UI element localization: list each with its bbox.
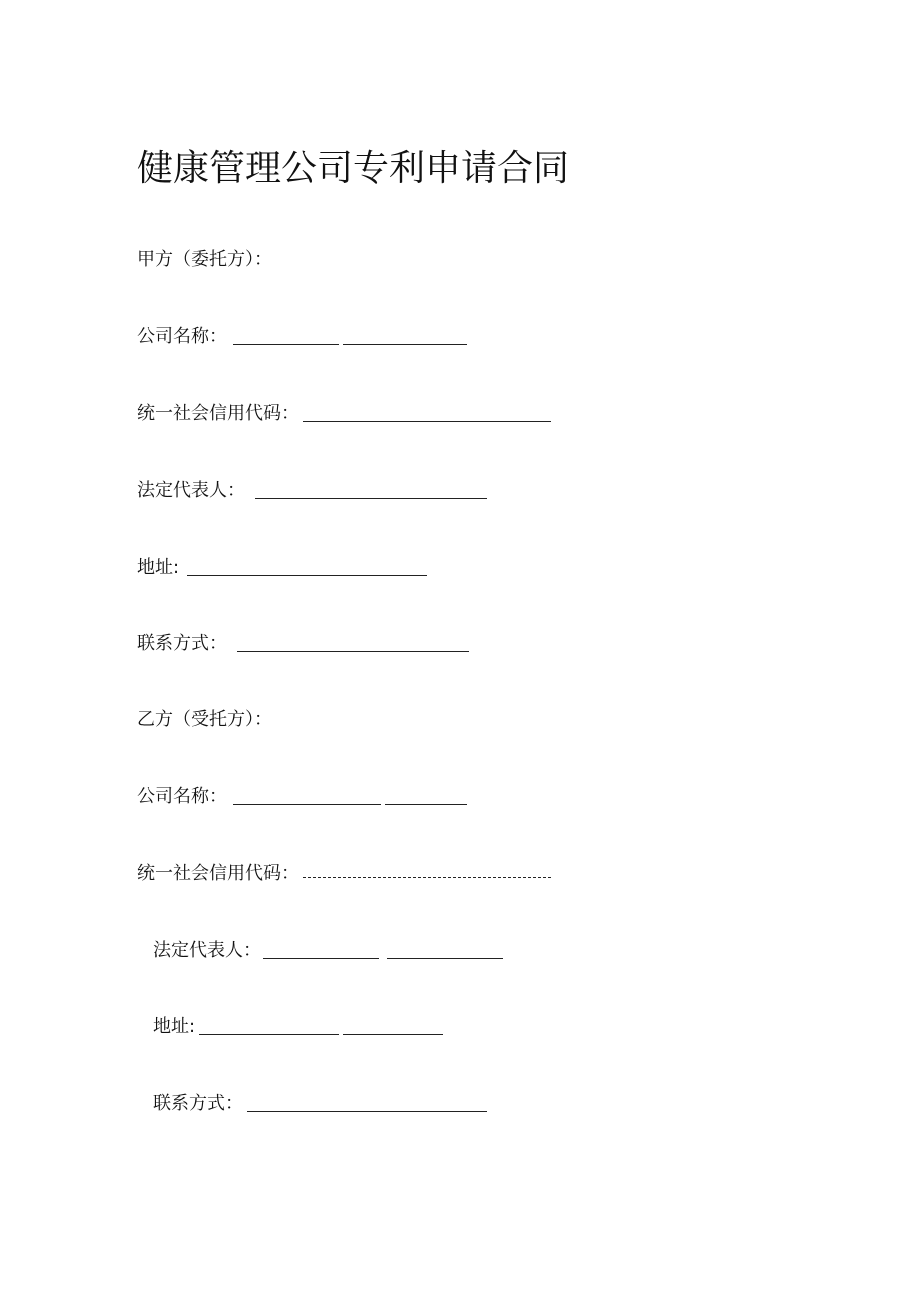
party-b-contact-label: 联系方式： bbox=[153, 1093, 243, 1114]
party-b-company-name-label: 公司名称： bbox=[137, 786, 227, 807]
party-b-address-field[interactable] bbox=[199, 1016, 339, 1035]
party-b-legal-rep-label: 法定代表人： bbox=[153, 940, 261, 961]
party-b-heading: 乙方（受托方）： bbox=[137, 709, 272, 730]
party-b-address-row bbox=[153, 1011, 443, 1039]
party-b-contact-row bbox=[153, 1088, 487, 1116]
party-a-company-name-field-extra[interactable] bbox=[343, 326, 467, 345]
party-a-credit-code-label: 统一社会信用代码： bbox=[137, 403, 299, 424]
party-b-address-field-extra[interactable] bbox=[343, 1016, 443, 1035]
party-b-credit-code-field[interactable] bbox=[303, 863, 551, 878]
party-a-company-name-label: 公司名称： bbox=[137, 326, 227, 347]
party-a-address-label: 地址: bbox=[137, 557, 180, 578]
party-a-address-row bbox=[137, 552, 427, 580]
party-a-legal-rep-label: 法定代表人： bbox=[137, 480, 245, 501]
party-b-legal-rep-row bbox=[153, 935, 503, 963]
party-a-company-name-row bbox=[137, 321, 467, 349]
party-b-heading-row bbox=[137, 704, 272, 732]
party-a-heading-row bbox=[137, 244, 272, 272]
party-b-credit-code-label: 统一社会信用代码： bbox=[137, 863, 299, 884]
party-a-legal-rep-row bbox=[137, 475, 487, 503]
party-a-company-name-field[interactable] bbox=[233, 326, 339, 345]
party-a-heading: 甲方（委托方）： bbox=[137, 249, 272, 270]
party-b-address-label: 地址: bbox=[153, 1016, 196, 1037]
party-a-contact-label: 联系方式： bbox=[137, 633, 227, 654]
party-a-legal-rep-field[interactable] bbox=[255, 480, 487, 499]
party-a-credit-code-field[interactable] bbox=[303, 403, 551, 422]
party-a-address-field[interactable] bbox=[187, 557, 427, 576]
party-b-company-name-field[interactable] bbox=[233, 786, 381, 805]
party-b-credit-code-row bbox=[137, 858, 551, 886]
party-b-contact-field[interactable] bbox=[247, 1093, 487, 1112]
party-a-contact-row bbox=[137, 628, 469, 656]
party-a-contact-field[interactable] bbox=[237, 633, 469, 652]
party-b-legal-rep-field-extra[interactable] bbox=[387, 940, 503, 959]
party-a-credit-code-row bbox=[137, 398, 551, 426]
party-b-company-name-row bbox=[137, 781, 467, 809]
party-b-legal-rep-field[interactable] bbox=[263, 940, 379, 959]
document-title: 健康管理公司专利申请合同 bbox=[137, 148, 570, 189]
party-b-company-name-field-extra[interactable] bbox=[385, 786, 467, 805]
